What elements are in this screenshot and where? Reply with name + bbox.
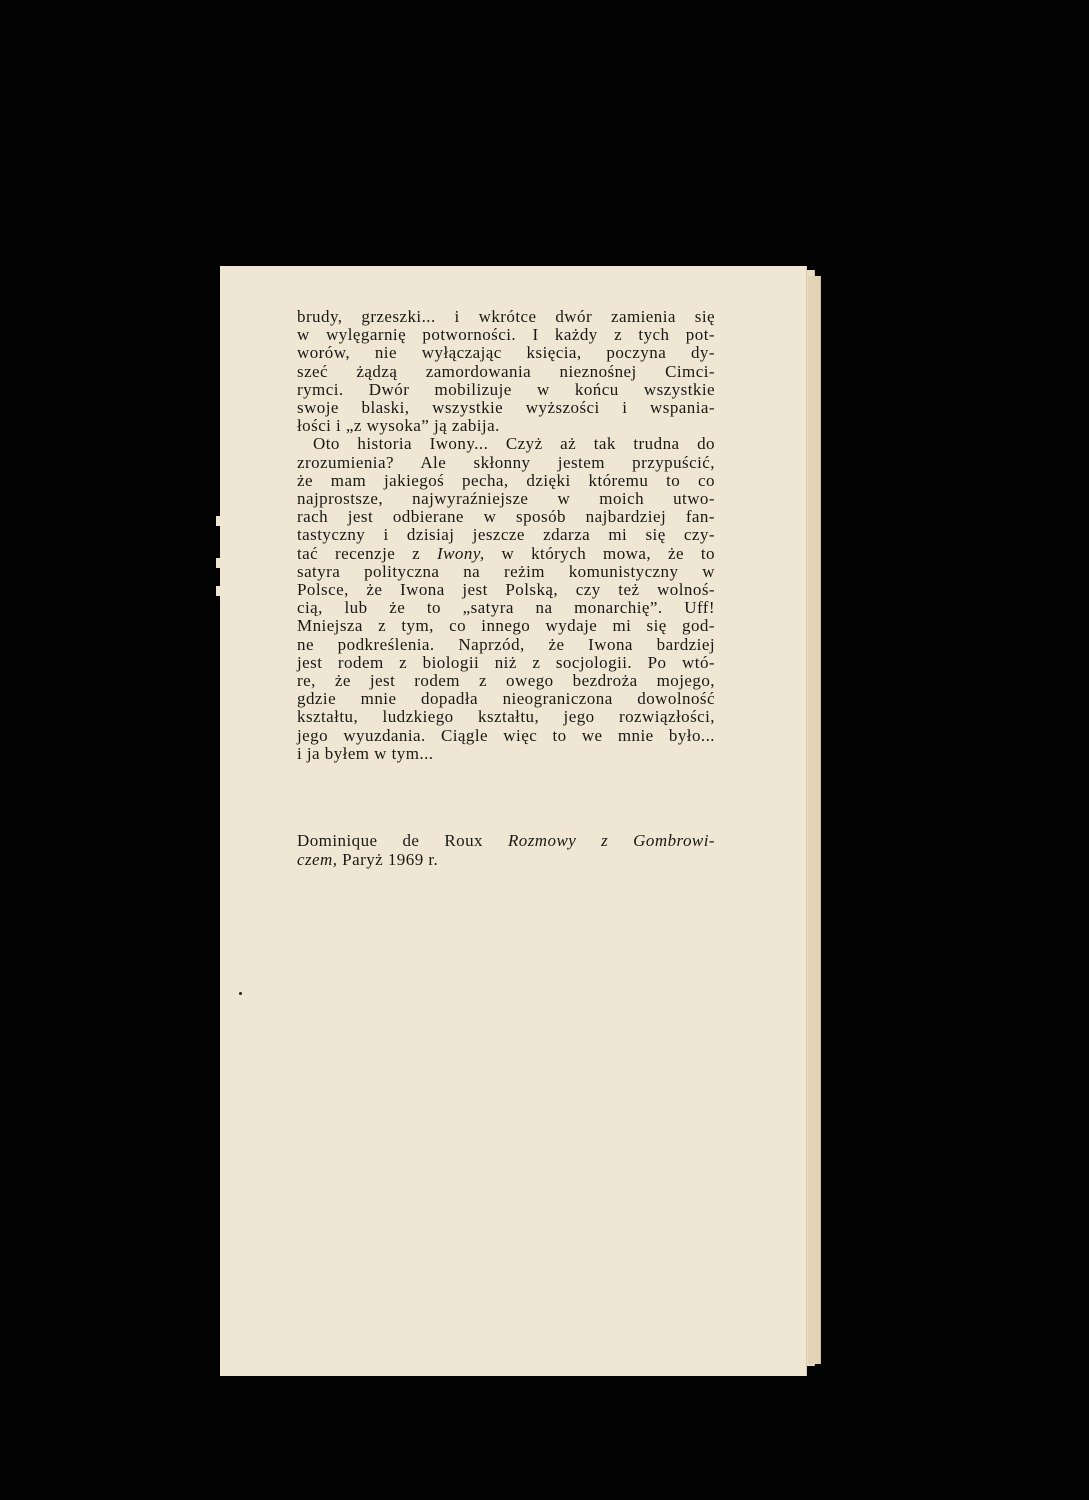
text-line: szeć żądzą zamordowania nieznośnej Cimci-	[297, 361, 715, 381]
text-line: cią, lub że to „satyra na monarchię”. Uff!	[297, 598, 715, 618]
page-edge-notch	[216, 516, 222, 526]
text-line: kształtu, ludzkiego kształtu, jego rozwiązłości,	[297, 707, 715, 727]
paper-speck	[239, 992, 242, 995]
citation-title: Rozmowy z Gombrowi-	[507, 831, 715, 850]
text-line: jest rodem z biologii niż z socjologii. Po wtó-	[297, 652, 715, 672]
text-line: i ja byłem w tym...	[297, 743, 434, 763]
text-line: zrozumienia? Ale skłonny jestem przypuścić,	[297, 452, 715, 472]
text-line: worów, nie wyłączając księcia, poczyna dy-	[297, 343, 715, 363]
citation-place-year: Paryż 1969 r.	[337, 850, 439, 869]
italic-title: Iwony,	[437, 543, 485, 563]
text-line: ne podkreślenia. Naprzód, że Iwona bardziej	[297, 634, 715, 654]
citation-line	[297, 850, 715, 869]
text-line: swoje blaski, wszystkie wyższości i wspania-	[297, 398, 715, 418]
text-line: rach jest odbierane w sposób najbardziej fan-	[297, 507, 715, 527]
text-line: Polsce, że Iwona jest Polską, czy też wolnoś-	[297, 580, 715, 600]
text-line: brudy, grzeszki... i wkrótce dwór zamienia się	[297, 307, 715, 326]
text-run: w których mowa, że to	[484, 543, 715, 563]
page-edge-notch	[216, 558, 222, 568]
book-page	[220, 266, 806, 1376]
text-line	[297, 545, 715, 563]
text-line: że mam jakiegoś pecha, dzięki któremu to co	[297, 470, 715, 490]
citation-title: czem,	[297, 850, 338, 869]
page-edge-notch	[216, 586, 222, 596]
text-line: jego wyuzdania. Ciągle więc to we mnie było...	[297, 725, 715, 745]
text-line: re, że jest rodem z owego bezdroża mojego,	[297, 671, 715, 691]
citation	[297, 831, 715, 869]
body-text	[297, 308, 715, 763]
text-run: tać recenzje z	[297, 543, 438, 563]
text-line: satyra polityczna na reżim komunistyczny w	[297, 561, 715, 581]
text-line: Oto historia Iwony... Czyż aż tak trudna do	[313, 434, 715, 454]
text-line: tastyczny i dzisiaj jeszcze zdarza mi się czy-	[297, 525, 715, 545]
text-line: łości i „z wysoka” ją zabija.	[297, 416, 500, 436]
text-line: w wylęgarnię potworności. I każdy z tych pot-	[297, 325, 715, 345]
stack-sheet	[808, 276, 821, 1364]
text-line: gdzie mnie dopadła nieograniczona dowolność	[297, 689, 715, 709]
text-line: najprostsze, najwyraźniejsze w moich utwo-	[297, 489, 715, 509]
text-line: rymci. Dwór mobilizuje w końcu wszystkie	[297, 379, 715, 399]
citation-author: Dominique de Roux	[297, 831, 508, 850]
citation-line	[297, 831, 715, 850]
text-line: Mniejsza z tym, co innego wydaje mi się god-	[297, 616, 715, 636]
